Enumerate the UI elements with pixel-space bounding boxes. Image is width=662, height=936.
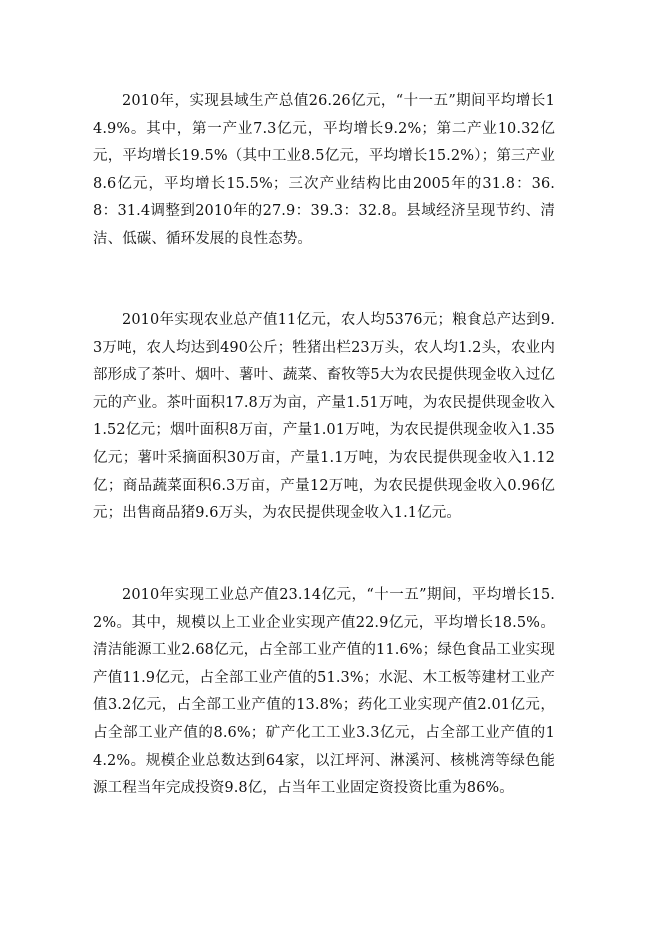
paragraph-gdp: 2010年，实现县域生产总值26.26亿元，“十一五”期间平均增长14.9%。其中，第一产业7.3亿元，平均增长9.2%；第二产业10.32亿元，平均增长19.5%（其中工业8.5亿元，平均增长15.2%）；第三产业8.6亿元，平均增长15.5%；三次产业结构比由2005年的31.8：36.8：31.4调整到2010年的27.9：39.3：32.8。县域经济呈现节约、清洁、低碳、循环发展的良性态势。 xyxy=(93,93,555,247)
paragraph-industry: 2010年实现工业总产值23.14亿元，“十一五”期间，平均增长15.2%。其中，规模以上工业企业实现产值22.9亿元，平均增长18.5%。清洁能源工业2.68亿元，占全部工业产值的11.6%；绿色食品工业实现产值11.9亿元，占全部工业产值的51.3%；水泥、木工板等建材工业产值3.2亿元，占全部工业产值的13.8%；药化工业实现产值2.01亿元，占全部工业产值的8.6%；矿产化工工业3.3亿元，占全部工业产值的14.2%。规模企业总数达到64家，以江坪河、淋溪河、核桃湾等绿色能源工程当年完成投资9.8亿，占当年工业固定资投资比重为86%。 xyxy=(93,587,555,797)
paragraph-agriculture: 2010年实现农业总产值11亿元，农人均5376元；粮食总产达到9.3万吨，农人均达到490公斤；牲猪出栏23万头，农人均1.2头，农业内部形成了茶叶、烟叶、薯叶、蔬菜、畜牧等5大为农民提供现金收入过亿元的产业。茶叶面积17.8万为亩，产量1.51万吨，为农民提供现金收入1.52亿元；烟叶面积8万亩，产量1.01万吨，为农民提供现金收入1.35亿元；薯叶采摘面积30万亩，产量1.1万吨，为农民提供现金收入1.12亿；商品蔬菜面积6.3万亩，产量12万吨，为农民提供现金收入0.96亿元；出售商品猪9.6万头，为农民提供现金收入1.1亿元。 xyxy=(93,312,555,522)
